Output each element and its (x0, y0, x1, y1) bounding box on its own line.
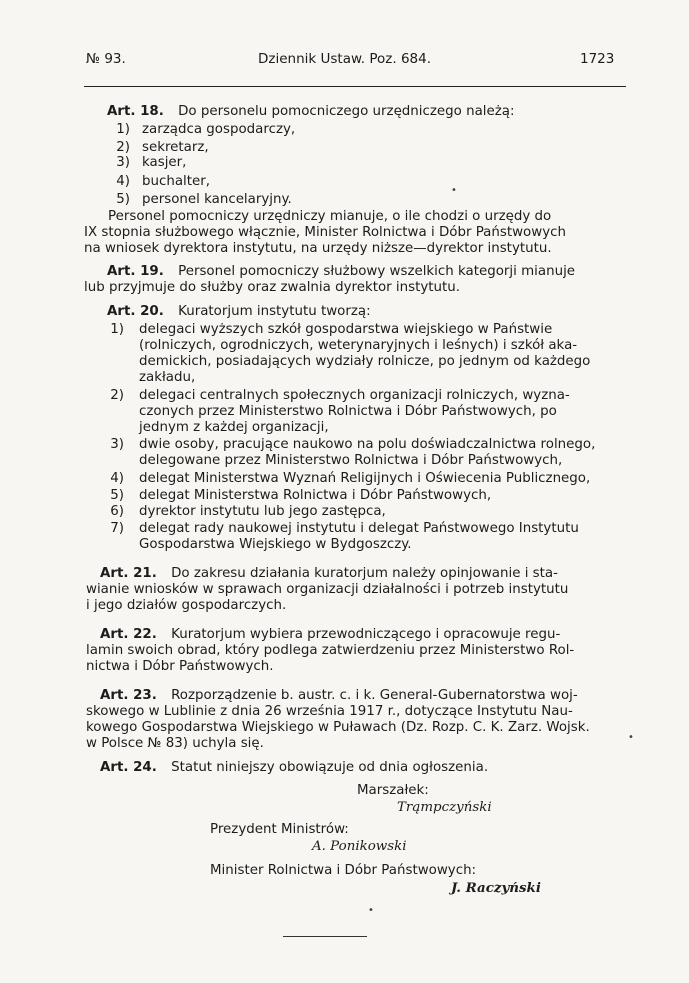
footer-rule (283, 936, 367, 937)
art-19-label: Art. 19. (107, 264, 164, 279)
list-number: 1) (110, 322, 124, 337)
print-speck: • (628, 732, 634, 743)
print-speck: • (451, 185, 457, 196)
list-item: delegaci wyższych szkół gospodarstwa wiejskiego w Państwie (139, 322, 553, 337)
journal-title: Dziennik Ustaw. Poz. 684. (258, 51, 432, 67)
list-item: zarządca gospodarczy, (142, 122, 296, 137)
list-number: 3) (116, 155, 130, 170)
list-item: zakładu, (139, 370, 196, 385)
list-item: delegat Ministerstwa Rolnictwa i Dóbr Państwowych, (139, 488, 492, 503)
marshal-title: Marszałek: (357, 783, 429, 798)
art-23-label: Art. 23. (100, 688, 157, 703)
list-number: 5) (110, 488, 124, 503)
art-18-label: Art. 18. (107, 104, 164, 119)
list-number: 4) (116, 174, 130, 189)
header-rule (84, 86, 626, 87)
list-item: dyrektor instytutu lub jego zastępca, (139, 504, 386, 519)
paragraph-line: lub przyjmuje do służby oraz zwalnia dyrektor instytutu. (84, 280, 461, 295)
list-item: delegowane przez Ministerstwo Rolnictwa i Dóbr Państwowych, (139, 453, 563, 468)
list-item: czonych przez Ministerstwo Rolnictwa i Dóbr Państwowych, po (139, 404, 557, 419)
art-22-label: Art. 22. (100, 627, 157, 642)
list-number: 2) (110, 388, 124, 403)
paragraph-line: Personel pomocniczy służbowy wszelkich kategorji mianuje (178, 264, 576, 279)
paragraph-line: i jego działów gospodarczych. (86, 598, 287, 613)
page-number: 1723 (580, 51, 615, 67)
paragraph-line: Do zakresu działania kuratorjum należy opinjowanie i sta- (171, 566, 558, 581)
list-number: 1) (116, 122, 130, 137)
paragraph-line: skowego w Lublinie z dnia 26 września 1917 r., dotyczące Instytutu Nau- (86, 704, 573, 719)
list-item: delegat rady naukowej instytutu i delegat Państwowego Instytutu (139, 521, 579, 536)
list-number: 4) (110, 471, 124, 486)
paragraph-line: Personel pomocniczy urzędniczy mianuje, o ile chodzi o urzędy do (108, 209, 552, 224)
page-header (0, 52, 689, 72)
paragraph-line: nictwa i Dóbr Państwowych. (86, 659, 274, 674)
print-speck: • (368, 905, 374, 916)
premier-title: Prezydent Ministrów: (210, 822, 349, 837)
paragraph-line: w Polsce № 83) uchyla się. (86, 736, 264, 751)
minister-title: Minister Rolnictwa i Dóbr Państwowych: (210, 863, 477, 878)
list-item: sekretarz, (142, 140, 209, 155)
list-item: personel kancelaryjny. (142, 192, 292, 207)
list-number: 7) (110, 521, 124, 536)
art-22-heading (100, 627, 560, 643)
paragraph-line: lamin swoich obrad, który podlega zatwierdzeniu przez Ministerstwo Rol- (86, 643, 575, 658)
list-item: jednym z każdej organizacji, (139, 420, 329, 435)
list-number: 2) (116, 140, 130, 155)
paragraph-line: na wniosek dyrektora instytutu, na urzędy niższe—dyrektor instytutu. (84, 241, 552, 256)
art-19-heading (107, 264, 575, 280)
list-item: (rolniczych, ogrodniczych, weterynaryjnych i leśnych) i szkół aka- (139, 338, 578, 353)
list-number: 5) (116, 192, 130, 207)
art-20-label: Art. 20. (107, 304, 164, 319)
art-21-heading (100, 566, 558, 582)
art-24-label: Art. 24. (100, 760, 157, 775)
art-18-intro: Do personelu pomocniczego urzędniczego należą: (178, 104, 515, 119)
art-20-intro: Kuratorjum instytutu tworzą: (178, 304, 371, 319)
list-item: Gospodarstwa Wiejskiego w Bydgoszczy. (139, 537, 412, 552)
paragraph-line: Statut niniejszy obowiązuje od dnia ogłoszenia. (171, 760, 489, 775)
paragraph-line: kowego Gospodarstwa Wiejskiego w Puławach (Dz. Rozp. C. K. Zarz. Wojsk. (86, 720, 590, 735)
paragraph-line: Kuratorjum wybiera przewodniczącego i opracowuje regu- (171, 627, 561, 642)
minister-signature: J. Raczyński (451, 880, 541, 896)
list-item: demickich, posiadających wydziały rolnicze, po jednym od każdego (139, 354, 591, 369)
premier-signature: A. Ponikowski (312, 839, 407, 854)
art-20-heading (107, 304, 371, 320)
issue-number: № 93. (86, 51, 126, 67)
list-number: 3) (110, 437, 124, 452)
list-item: kasjer, (142, 155, 187, 170)
art-18-heading (107, 104, 515, 120)
paragraph-line: IX stopnia służbowego włącznie, Minister Rolnictwa i Dóbr Państwowych (84, 225, 566, 240)
list-item: delegat Ministerstwa Wyznań Religijnych i Oświecenia Publicznego, (139, 471, 591, 486)
list-item: buchalter, (142, 174, 211, 189)
list-number: 6) (110, 504, 124, 519)
paragraph-line: wianie wniosków w sprawach organizacji działalności i potrzeb instytutu (86, 582, 569, 597)
marshal-signature: Trąmpczyński (397, 800, 492, 815)
list-item: dwie osoby, pracujące naukowo na polu doświadczalnictwa rolnego, (139, 437, 596, 452)
paragraph-line: Rozporządzenie b. austr. c. i k. General-Gubernatorstwa woj- (171, 688, 578, 703)
list-item: delegaci centralnych społecznych organizacji rolniczych, wyzna- (139, 388, 570, 403)
art-23-heading (100, 688, 578, 704)
art-21-label: Art. 21. (100, 566, 157, 581)
art-24-heading (100, 760, 488, 776)
